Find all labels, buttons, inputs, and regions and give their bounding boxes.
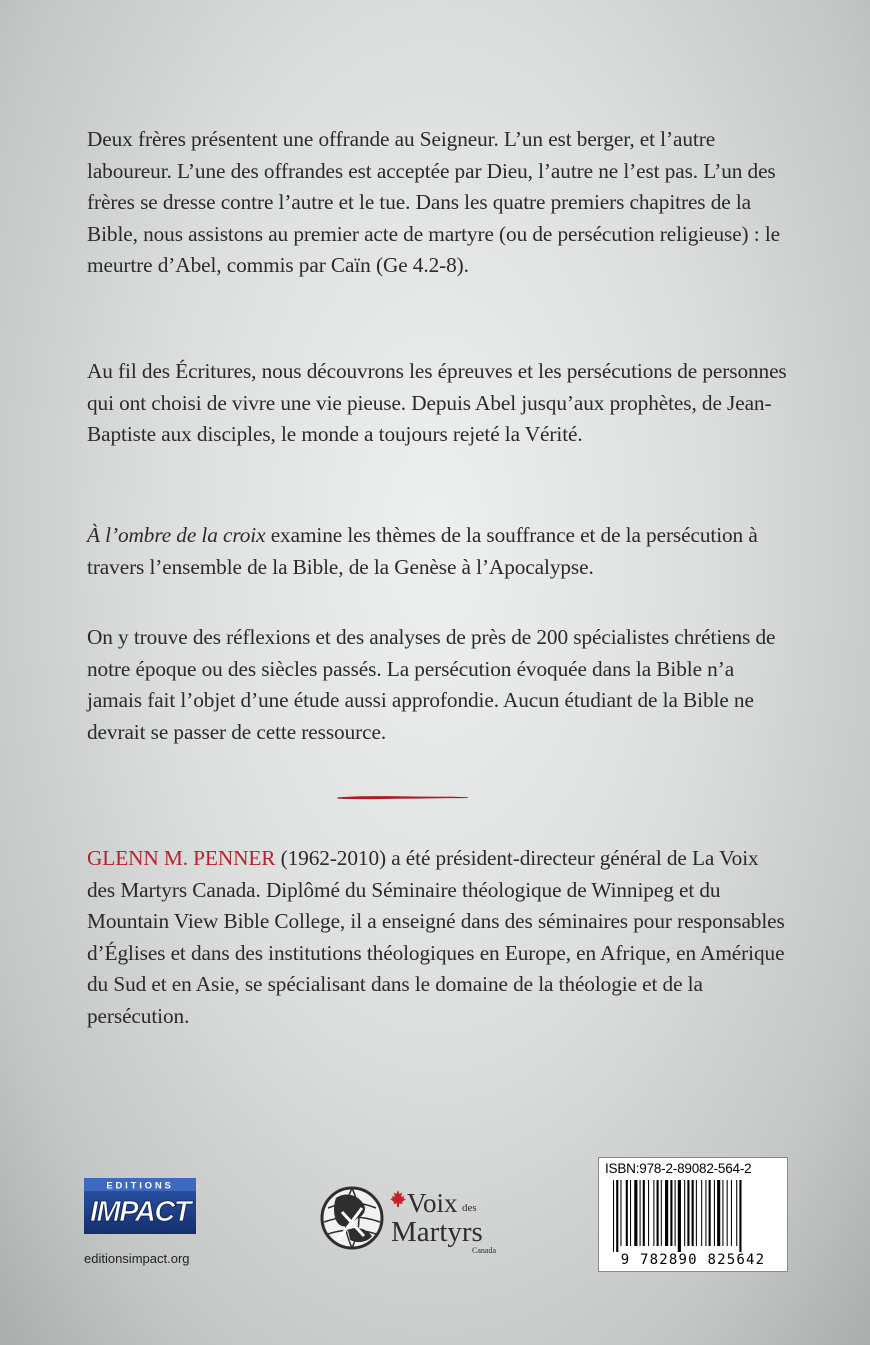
author-bio [87, 843, 787, 1032]
martyrs-wordmark: Martyrs [391, 1216, 483, 1248]
globe-icon [322, 1188, 382, 1248]
voix-wordmark: Voix [407, 1188, 458, 1218]
barcode-digits: 9 782890 825642 [620, 1252, 766, 1268]
author-name: GLENN M. PENNER [87, 846, 276, 870]
maple-leaf-icon [390, 1190, 406, 1207]
barcode-icon [613, 1180, 779, 1252]
editions-wordmark: EDITIONS [106, 1180, 174, 1192]
voix-des-martyrs-logo [318, 1178, 518, 1260]
publisher-url: editionsimpact.org [84, 1251, 190, 1266]
blurb-paragraph-2: Au fil des Écritures, nous découvrons les épreuves et les persécutions de personnes qui ont choisi de vivre une vie pieuse. Depuis Abel jusqu’aux prophètes, de Jean-Baptiste aux disciples, le monde a toujours rejeté la Vérité. [87, 359, 787, 446]
editions-impact-logo [84, 1178, 196, 1234]
author-bio-text: (1962-2010) a été président-directeur général de La Voix des Martyrs Canada. Diplômé du Séminaire théologique de Winnipeg et du Mountain View Bible College, il a enseigné dans des séminaires pour responsables d’Églises et dans des institutions théologiques en Europe, en Afrique, en Amérique du Sud et en Asie, se spécialisant dans le domaine de la théologie et de la persécution. [87, 846, 785, 1028]
blurb-paragraph-4: On y trouve des réflexions et des analyses de près de 200 spécialistes chrétiens de notre époque ou des siècles passés. La persécution évoquée dans la Bible n’a jamais fait l’objet d’une étude aussi approfondie. Aucun étudiant de la Bible ne devrait se passer de cette ressource. [87, 625, 776, 744]
blurb-paragraph-3 [87, 520, 787, 583]
blurb-paragraph-3-rest: examine les thèmes de la souffrance et de la persécution à travers l’ensemble de la Bible, de la Genèse à l’Apocalypse. [87, 523, 758, 579]
book-title-italic: À l’ombre de la croix [87, 523, 266, 547]
red-brush-divider [335, 793, 470, 801]
barcode-box [598, 1157, 788, 1272]
des-wordmark: des [462, 1202, 477, 1214]
impact-wordmark: IMPACT [89, 1196, 191, 1228]
footer-logos [0, 1150, 870, 1345]
isbn-label: ISBN:978-2-89082-564-2 [605, 1161, 752, 1176]
blurb-paragraph-1: Deux frères présentent une offrande au Seigneur. L’un est berger, et l’autre laboureur. L’une des offrandes est acceptée par Dieu, l’autre ne l’est pas. L’un des frères se dresse contre l’autre et le tue. Dans les quatre premiers chapitres de la Bible, nous assistons au premier acte de martyre (ou de persécution religieuse) : le meurtre d’Abel, commis par Caïn (Ge 4.2-8). [87, 127, 780, 277]
canada-wordmark: Canada [472, 1246, 496, 1255]
